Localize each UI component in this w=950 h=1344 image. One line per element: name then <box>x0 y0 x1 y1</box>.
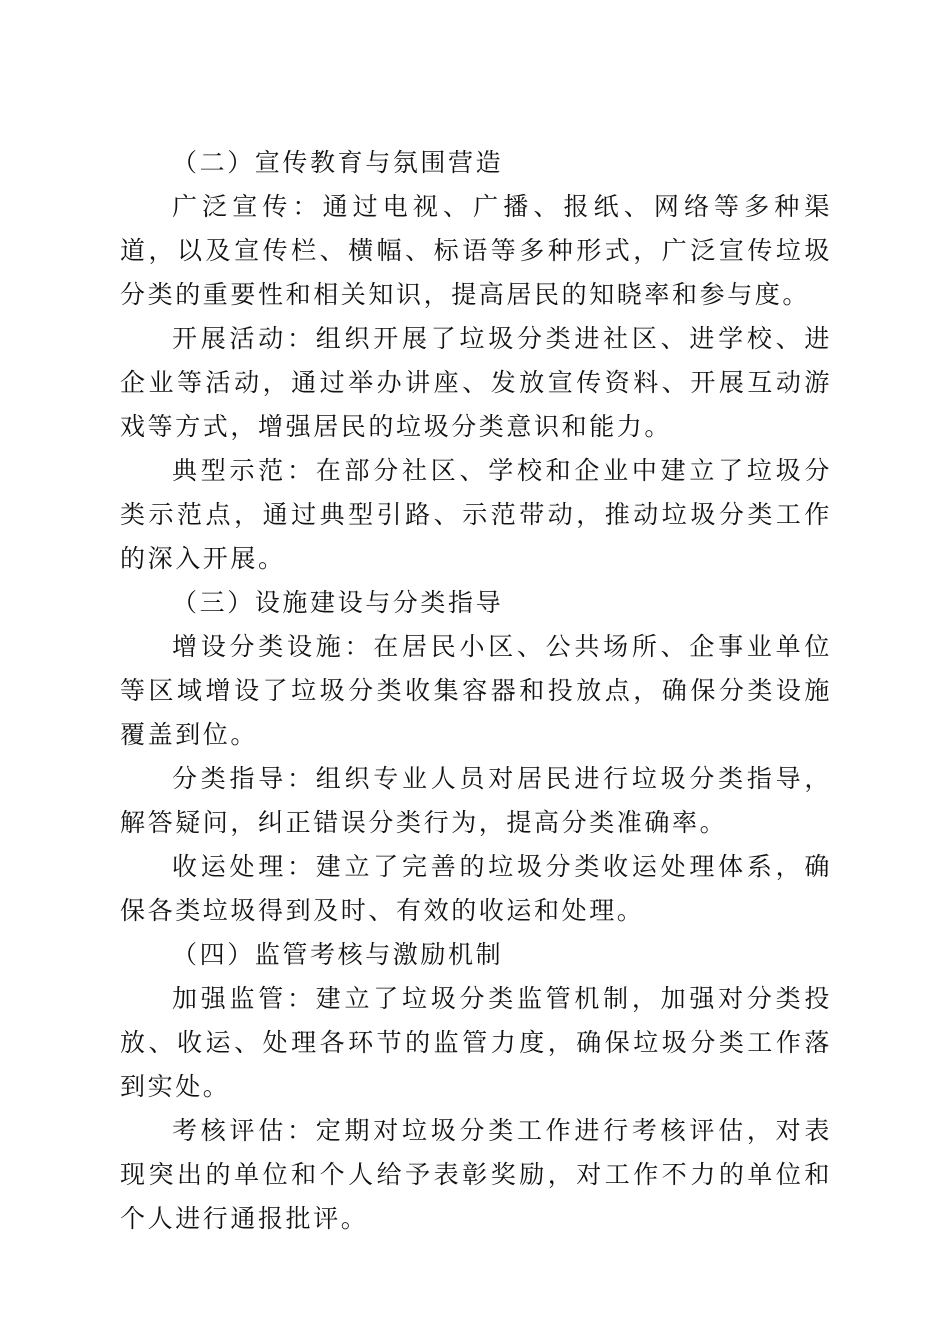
paragraph: 收运处理：建立了完善的垃圾分类收运处理体系，确保各类垃圾得到及时、有效的收运和处理。 <box>120 852 832 925</box>
paragraph: 开展活动：组织开展了垃圾分类进社区、进学校、进企业等活动，通过举办讲座、发放宣传资料、开展互动游戏等方式，增强居民的垃圾分类意识和能力。 <box>120 324 832 441</box>
section-heading: （三）设施建设与分类指导 <box>172 588 504 617</box>
section-heading: （二）宣传教育与氛围营造 <box>172 148 504 177</box>
document-body <box>120 141 832 1241</box>
paragraph: 分类指导：组织专业人员对居民进行垃圾分类指导，解答疑问，纠正错误分类行为，提高分类准确率。 <box>120 764 832 837</box>
paragraph: 加强监管：建立了垃圾分类监管机制，加强对分类投放、收运、处理各环节的监管力度，确保垃圾分类工作落到实处。 <box>120 984 832 1101</box>
paragraph: 增设分类设施：在居民小区、公共场所、企事业单位等区域增设了垃圾分类收集容器和投放点，确保分类设施覆盖到位。 <box>120 632 832 749</box>
paragraph: 典型示范：在部分社区、学校和企业中建立了垃圾分类示范点，通过典型引路、示范带动，推动垃圾分类工作的深入开展。 <box>120 456 832 573</box>
section-heading: （四）监管考核与激励机制 <box>172 940 504 969</box>
paragraph: 广泛宣传：通过电视、广播、报纸、网络等多种渠道，以及宣传栏、横幅、标语等多种形式，广泛宣传垃圾分类的重要性和相关知识，提高居民的知晓率和参与度。 <box>120 192 832 309</box>
paragraph: 考核评估：定期对垃圾分类工作进行考核评估，对表现突出的单位和个人给予表彰奖励，对工作不力的单位和个人进行通报批评。 <box>120 1116 832 1233</box>
